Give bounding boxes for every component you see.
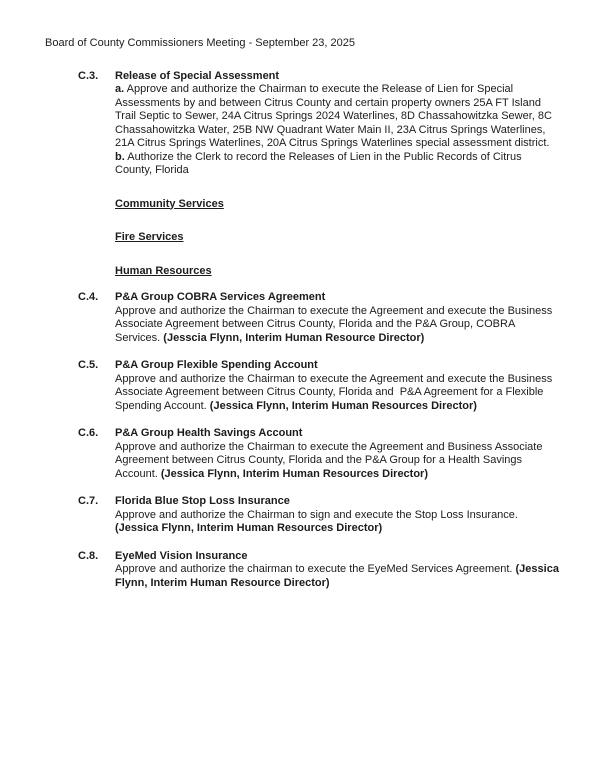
text-segment: Authorize the Clerk to record the Releases of Lien in the Public Records of Citrus County, Florida — [115, 150, 525, 176]
agenda-item-number: C.8. — [78, 549, 99, 562]
section-heading-community-services: Community Services — [115, 197, 224, 210]
agenda-item-number: C.6. — [78, 427, 99, 439]
agenda-item-number: C.7. — [78, 495, 99, 507]
agenda-item-content — [115, 495, 560, 536]
bold-text-segment: (Jessica Flynn, Interim Human Resources Director) — [209, 399, 477, 412]
bold-text-segment: (Jessica Flynn, Interim Human Resources Director) — [160, 467, 429, 480]
document-header-title: Board of County Commissioners Meeting - September 23, 2025 — [45, 37, 355, 49]
agenda-item-title: Florida Blue Stop Loss Insurance — [115, 495, 290, 507]
agenda-item-content — [115, 549, 563, 591]
agenda-item-paragraph — [115, 373, 560, 414]
text-segment: Approve and authorize the chairman to execute the EyeMed Services Agreement. — [115, 563, 516, 575]
agenda-item-paragraph — [115, 441, 560, 482]
agenda-item-c-4 — [78, 291, 560, 345]
agenda-item-title: EyeMed Vision Insurance — [115, 549, 248, 562]
agenda-item-c-3 — [78, 70, 560, 178]
agenda-item-c-7 — [78, 495, 560, 536]
agenda-item-title: P&A Group Flexible Spending Account — [115, 359, 318, 371]
section-heading-fire-services: Fire Services — [115, 231, 184, 243]
text-segment: Approve and authorize the Chairman to execute the Agreement and execute the Business Associate Agreement between Citrus County, Florida and P&A Agreement for a Flexible Spending Account. — [115, 372, 555, 412]
agenda-item-title: Release of Special Assessment — [115, 69, 280, 82]
text-segment: Approve and authorize the Chairman to execute the Agreement and Business Associate Agreement between Citrus County, Florida and the P&A Group for a Health Savings Account. — [115, 440, 545, 480]
bold-text-segment: (Jessica Flynn, Interim Human Resource Director) — [115, 563, 563, 589]
agenda-item-paragraph — [115, 563, 563, 590]
agenda-item-paragraph — [115, 151, 560, 178]
agenda-item-paragraph — [115, 83, 560, 151]
text-segment: Approve and authorize the Chairman to execute the Release of Lien for Special Assessments by and between Citrus County and certain property owners 25A FT Island Trail Septic to Sewer, 24A Citrus Springs 2024 Waterlines, 8D Chassahowitzka Sewer, 8C Chassahowitzka Water, 25B NW Quadrant Water Main II, 23A Citrus Springs Waterlines, 21A Citrus Springs Waterlines, 20A Citrus Springs Waterlines special assessment district. — [115, 83, 556, 149]
agenda-item-number: C.3. — [78, 69, 99, 82]
agenda-item-content — [115, 70, 560, 178]
bold-text-segment: (Jessica Flynn, Interim Human Resources Director) — [115, 522, 383, 534]
agenda-list — [78, 69, 563, 591]
text-segment: Approve and authorize the Chairman to sign and execute the Stop Loss Insurance. — [115, 508, 522, 521]
agenda-item-content — [115, 359, 560, 413]
bold-text-segment: a. — [115, 83, 125, 95]
bold-text-segment: b. — [115, 150, 125, 163]
agenda-item-title: P&A Group COBRA Services Agreement — [115, 291, 326, 303]
section-heading-human-resources: Human Resources — [115, 264, 212, 277]
agenda-item-number: C.5. — [78, 359, 99, 371]
agenda-item-title: P&A Group Health Savings Account — [115, 427, 303, 439]
text-segment: Approve and authorize the Chairman to execute the Agreement and execute the Business Associate Agreement between Citrus County, Florida and the P&A Group, COBRA Services. — [115, 304, 555, 344]
agenda-item-content — [115, 427, 560, 481]
agenda-item-c-6 — [78, 427, 560, 481]
agenda-item-c-8 — [78, 549, 563, 591]
agenda-item-paragraph — [115, 509, 560, 536]
bold-text-segment: (Jesscia Flynn, Interim Human Resource Director) — [163, 331, 425, 344]
agenda-item-paragraph — [115, 305, 560, 346]
agenda-item-content — [115, 291, 560, 345]
agenda-item-c-5 — [78, 359, 560, 413]
agenda-item-number: C.4. — [78, 291, 99, 303]
